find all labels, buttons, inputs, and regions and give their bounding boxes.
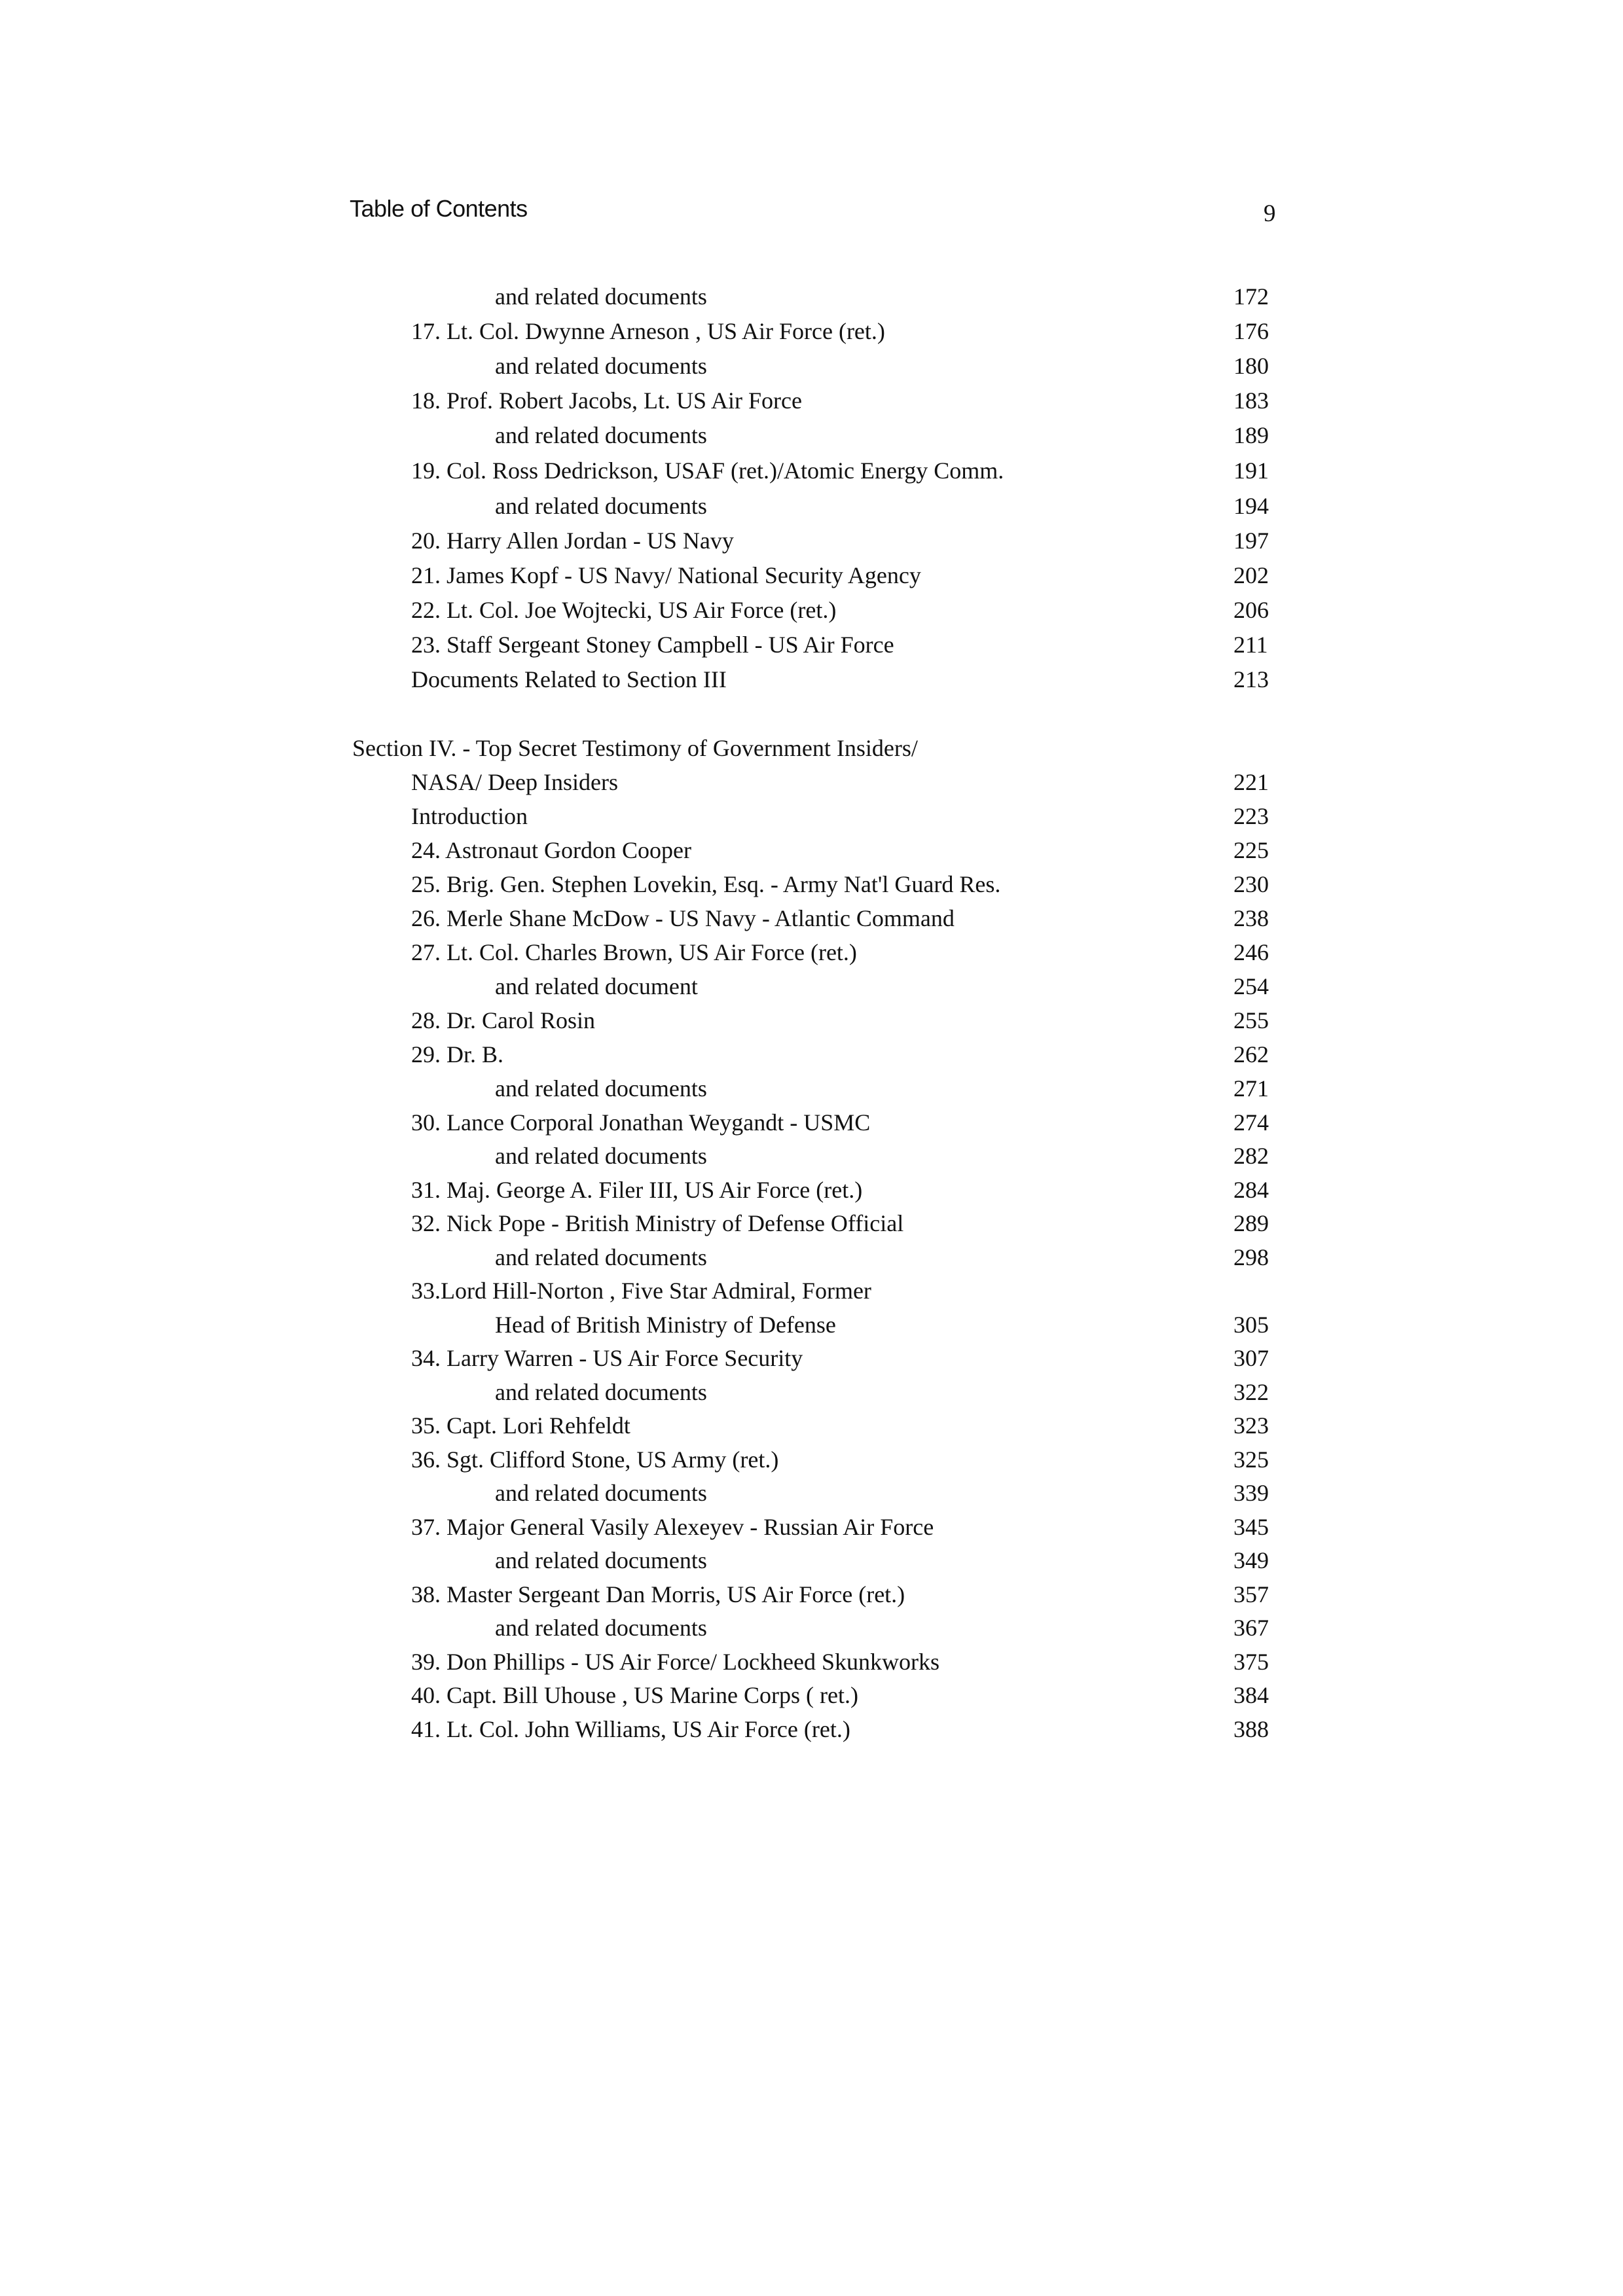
- toc-entry-page: 349: [1233, 1547, 1269, 1573]
- toc-entry-title: 41. Lt. Col. John Williams, US Air Force (ret.): [411, 1716, 850, 1742]
- toc-entry-page: 375: [1233, 1649, 1269, 1675]
- page-number: 9: [1264, 200, 1276, 227]
- toc-entry-page: 307: [1233, 1345, 1269, 1371]
- toc-entry-page: 223: [1233, 803, 1269, 829]
- toc-entry-page: 206: [1233, 597, 1269, 623]
- toc-entry-page: 388: [1233, 1716, 1269, 1742]
- toc-entry-page: 322: [1233, 1379, 1269, 1405]
- toc-entry-page: 367: [1233, 1615, 1269, 1641]
- toc-entry-title: 28. Dr. Carol Rosin: [411, 1007, 596, 1033]
- toc-entry-title: 39. Don Phillips - US Air Force/ Lockheed Skunkworks: [411, 1649, 939, 1675]
- toc-entry-page: 255: [1233, 1007, 1269, 1033]
- toc-entry-title: 24. Astronaut Gordon Cooper: [411, 837, 691, 863]
- toc-entry-page: 323: [1233, 1412, 1269, 1439]
- toc-entry-title: and related documents: [495, 1615, 707, 1641]
- toc-entry-page: 271: [1233, 1075, 1269, 1102]
- toc-entry-page: 262: [1233, 1041, 1269, 1067]
- toc-entry-title: 23. Staff Sergeant Stoney Campbell - US Air Force: [411, 632, 894, 658]
- toc-entry-page: 298: [1233, 1244, 1269, 1270]
- toc-entry-title: 35. Capt. Lori Rehfeldt: [411, 1412, 630, 1439]
- toc-entry-title: Head of British Ministry of Defense: [495, 1312, 836, 1338]
- toc-entry-title: 30. Lance Corporal Jonathan Weygandt - USMC: [411, 1109, 871, 1136]
- toc-entry-page: 197: [1233, 528, 1269, 554]
- toc-entry-page: 180: [1233, 353, 1269, 379]
- toc-entry-page: 230: [1233, 871, 1269, 897]
- toc-entry-title: and related documents: [495, 1379, 707, 1405]
- toc-entry-page: 225: [1233, 837, 1269, 863]
- toc-entry-page: 384: [1233, 1682, 1269, 1708]
- toc-entry-title: 34. Larry Warren - US Air Force Security: [411, 1345, 803, 1371]
- toc-entry-title: 18. Prof. Robert Jacobs, Lt. US Air Force: [411, 387, 802, 414]
- toc-entry-title: 40. Capt. Bill Uhouse , US Marine Corps ( ret.): [411, 1682, 858, 1708]
- toc-entry-page: 305: [1233, 1312, 1269, 1338]
- toc-entry-page: 345: [1233, 1514, 1269, 1540]
- toc-entry-title: Section IV. - Top Secret Testimony of Government Insiders/: [352, 735, 918, 761]
- toc-entry-title: 26. Merle Shane McDow - US Navy - Atlantic Command: [411, 905, 955, 931]
- toc-entry-page: 213: [1233, 666, 1269, 692]
- toc-entry-title: and related documents: [495, 1244, 707, 1270]
- toc-entry-title: and related documents: [495, 422, 707, 448]
- toc-entry-title: 38. Master Sergeant Dan Morris, US Air Force (ret.): [411, 1581, 905, 1607]
- toc-entry-title: 29. Dr. B.: [411, 1041, 504, 1067]
- toc-entry-page: 189: [1233, 422, 1269, 448]
- toc-entry-page: 282: [1233, 1143, 1269, 1169]
- toc-entry-title: and related documents: [495, 1075, 707, 1102]
- toc-entry-title: 32. Nick Pope - British Ministry of Defense Official: [411, 1210, 904, 1236]
- toc-entry-title: 19. Col. Ross Dedrickson, USAF (ret.)/Atomic Energy Comm.: [411, 457, 1004, 484]
- toc-entry-title: 27. Lt. Col. Charles Brown, US Air Force (ret.): [411, 939, 857, 965]
- toc-entry-page: 246: [1233, 939, 1269, 965]
- toc-entry-page: 211: [1233, 632, 1268, 658]
- toc-entry-page: 172: [1233, 283, 1269, 310]
- toc-entry-page: 238: [1233, 905, 1269, 931]
- toc-entry-title: 22. Lt. Col. Joe Wojtecki, US Air Force (ret.): [411, 597, 837, 623]
- toc-entry-page: 194: [1233, 493, 1269, 519]
- toc-entry-title: 20. Harry Allen Jordan - US Navy: [411, 528, 734, 554]
- toc-entry-title: Introduction: [411, 803, 528, 829]
- toc-entry-title: 25. Brig. Gen. Stephen Lovekin, Esq. - Army Nat'l Guard Res.: [411, 871, 1001, 897]
- toc-entry-page: 202: [1233, 562, 1269, 588]
- toc-entry-page: 357: [1233, 1581, 1269, 1607]
- toc-entry-title: 21. James Kopf - US Navy/ National Security Agency: [411, 562, 921, 588]
- toc-entry-page: 191: [1233, 457, 1269, 484]
- toc-entry-title: 31. Maj. George A. Filer III, US Air Force (ret.): [411, 1177, 863, 1203]
- toc-entry-title: Documents Related to Section III: [411, 666, 727, 692]
- toc-entry-title: and related documents: [495, 493, 707, 519]
- toc-entry-title: 36. Sgt. Clifford Stone, US Army (ret.): [411, 1446, 779, 1473]
- toc-entry-page: 289: [1233, 1210, 1269, 1236]
- toc-entry-page: 284: [1233, 1177, 1269, 1203]
- running-header-title: Table of Contents: [350, 195, 528, 222]
- toc-entry-title: 37. Major General Vasily Alexeyev - Russian Air Force: [411, 1514, 934, 1540]
- toc-entry-title: 17. Lt. Col. Dwynne Arneson , US Air Force (ret.): [411, 318, 885, 344]
- toc-entry-title: and related documents: [495, 1143, 707, 1169]
- toc-entry-page: 325: [1233, 1446, 1269, 1473]
- toc-entry-page: 183: [1233, 387, 1269, 414]
- toc-entry-page: 221: [1233, 769, 1269, 795]
- toc-entry-title: and related documents: [495, 283, 707, 310]
- toc-entry-page: 339: [1233, 1480, 1269, 1506]
- toc-entry-page: 274: [1233, 1109, 1269, 1136]
- toc-entry-page: 176: [1233, 318, 1269, 344]
- toc-entry-title: and related documents: [495, 353, 707, 379]
- toc-entry-title: 33.Lord Hill-Norton , Five Star Admiral, Former: [411, 1278, 871, 1304]
- toc-entry-title: and related document: [495, 973, 698, 999]
- toc-entry-page: 254: [1233, 973, 1269, 999]
- toc-entry-title: and related documents: [495, 1480, 707, 1506]
- toc-entry-title: and related documents: [495, 1547, 707, 1573]
- toc-entry-title: NASA/ Deep Insiders: [411, 769, 618, 795]
